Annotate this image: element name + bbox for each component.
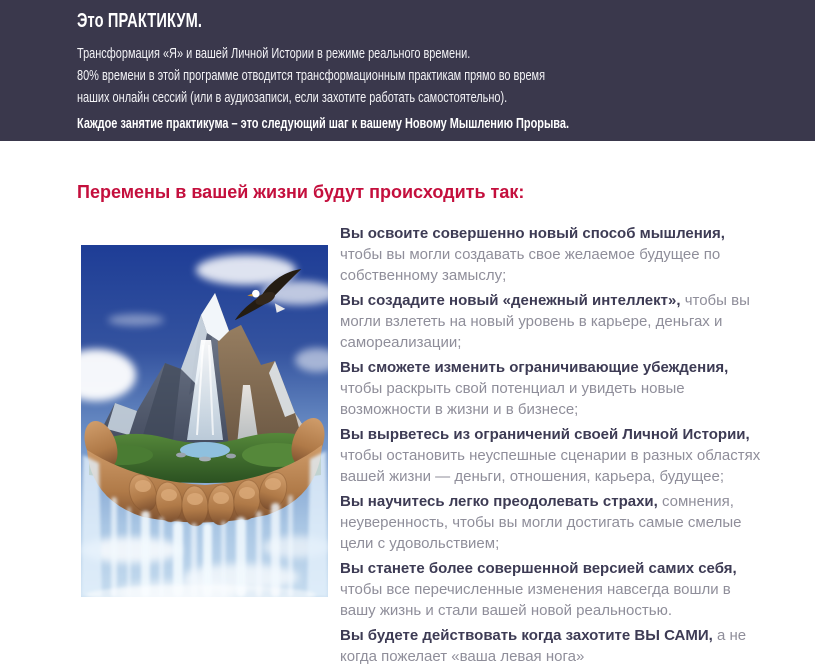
benefit-item: [340, 223, 764, 286]
hero-line-2: 80% времени в этой программе отводится трансформационным практикам прямо во время: [77, 67, 546, 84]
benefit-rest: сомнения, неуверенность, чтобы вы могли достигать самые смелые цели с удовольствием;: [340, 493, 742, 552]
page-title: Это ПРАКТИКУМ.: [77, 10, 203, 32]
hands-mountain-illustration: [81, 245, 328, 597]
benefit-lead: Вы станете более совершенной версией самих себя,: [340, 560, 737, 577]
benefit-item: [340, 558, 764, 621]
benefit-lead: Вы вырветесь из ограничений своей Личной Истории,: [340, 426, 750, 443]
benefit-item: [340, 424, 764, 487]
benefit-rest: чтобы вы могли взлететь на новый уровень в карьере, деньгах и самореализации;: [340, 292, 750, 351]
benefit-list: [340, 223, 764, 671]
hero-content: [77, 9, 588, 135]
benefit-lead: Вы освоите совершенно новый способ мышления,: [340, 225, 725, 242]
benefit-lead: Вы будете действовать когда захотите ВЫ САМИ,: [340, 627, 713, 644]
hero-line-1: Трансформация «Я» и вашей Личной Истории в режиме реального времени.: [77, 45, 471, 62]
benefit-lead: Вы сможете изменить ограничивающие убеждения,: [340, 359, 729, 376]
hero-line-3: наших онлайн сессий (или в аудиозаписи, если захотите работать самостоятельно).: [77, 89, 508, 106]
section-heading: Перемены в вашей жизни будут происходить так:: [77, 182, 525, 202]
benefit-item: [340, 290, 764, 353]
benefit-item: [340, 625, 764, 667]
benefit-rest: чтобы все перечисленные изменения навсегда вошли в вашу жизнь и стали вашей новой реальностью.: [340, 581, 731, 619]
hands-mountain-image: [81, 245, 328, 597]
benefit-rest: чтобы вы могли создавать свое желаемое будущее по собственному замыслу;: [340, 246, 721, 284]
hero-banner: [0, 0, 815, 141]
hero-emphasis: Каждое занятие практикума – это следующий шаг к вашему Новому Мышлению Прорыва.: [77, 115, 570, 132]
benefit-rest: чтобы остановить неуспешные сценарии в разных областях вашей жизни — деньги, отношения, карьера, будущее;: [340, 447, 761, 485]
benefit-lead: Вы научитесь легко преодолевать страхи,: [340, 493, 658, 510]
benefit-rest: чтобы раскрыть свой потенциал и увидеть новые возможности в жизни и в бизнесе;: [340, 380, 685, 418]
benefit-rest: а не когда пожелает «ваша левая нога»: [340, 627, 747, 665]
benefit-lead: Вы создадите новый «денежный интеллект»,: [340, 292, 681, 309]
benefit-item: [340, 491, 764, 554]
hero-description: [77, 43, 588, 109]
benefit-item: [340, 357, 764, 420]
